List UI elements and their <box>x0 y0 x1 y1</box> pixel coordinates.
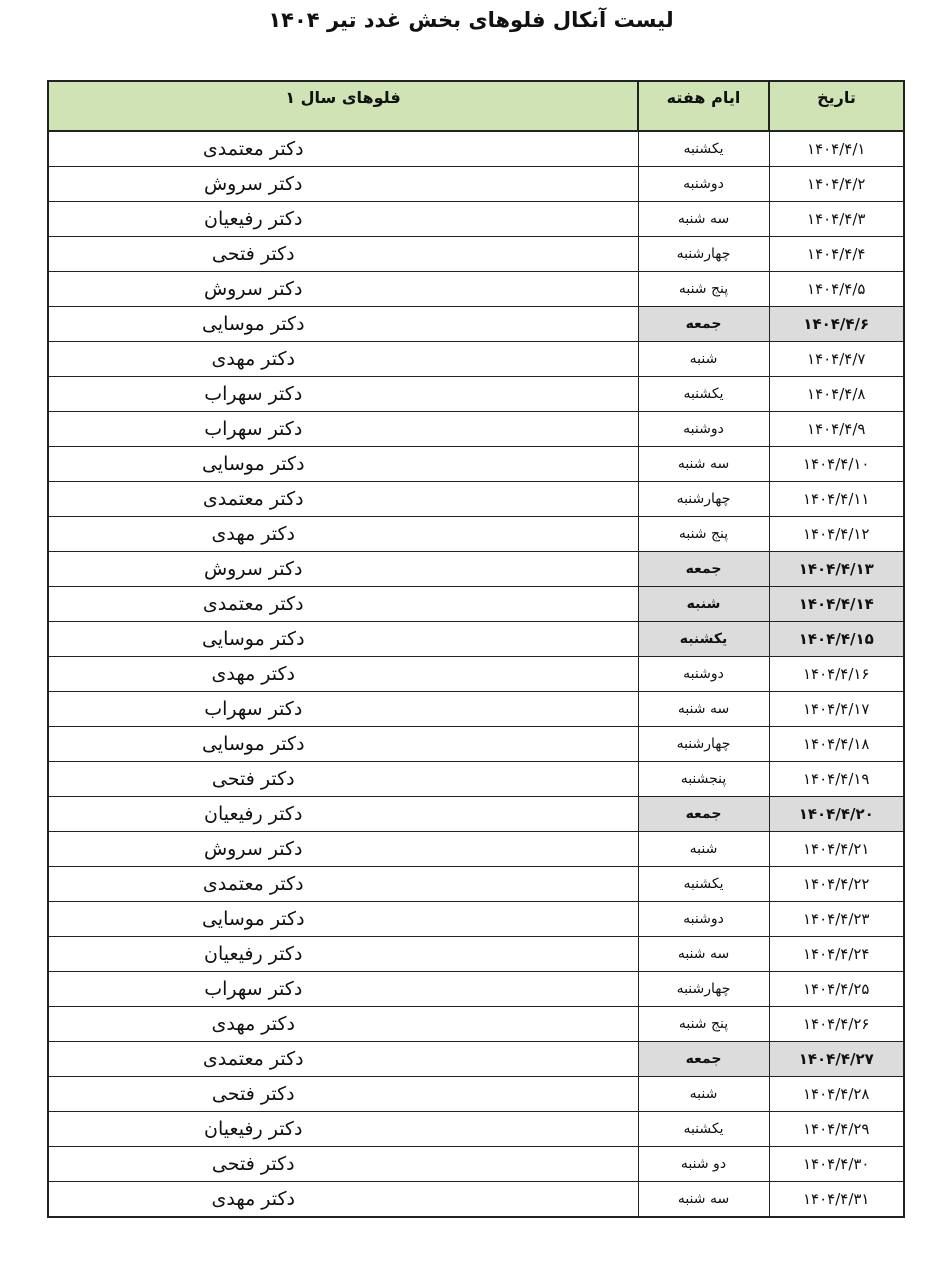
doctor-cell: دکتر معتمدی <box>48 482 638 517</box>
weekday-cell: شنبه <box>638 342 769 377</box>
date-cell: ۱۴۰۴/۴/۲۶ <box>769 1007 904 1042</box>
table-row <box>48 1042 904 1077</box>
weekday-cell: چهارشنبه <box>638 972 769 1007</box>
table-row <box>48 972 904 1007</box>
table-row <box>48 131 904 167</box>
doctor-cell: دکتر سهراب <box>48 972 638 1007</box>
date-cell: ۱۴۰۴/۴/۳۰ <box>769 1147 904 1182</box>
table-row <box>48 832 904 867</box>
date-cell: ۱۴۰۴/۴/۲۲ <box>769 867 904 902</box>
header-fellow: فلوهای سال ۱ <box>48 81 638 131</box>
doctor-cell: دکتر رفیعیان <box>48 1112 638 1147</box>
doctor-cell: دکتر سروش <box>48 272 638 307</box>
doctor-cell: دکتر فتحی <box>48 237 638 272</box>
date-cell: ۱۴۰۴/۴/۱۹ <box>769 762 904 797</box>
table-row <box>48 902 904 937</box>
date-cell: ۱۴۰۴/۴/۱۱ <box>769 482 904 517</box>
table-row <box>48 272 904 307</box>
weekday-cell: دوشنبه <box>638 902 769 937</box>
weekday-cell: پنجشنبه <box>638 762 769 797</box>
date-cell: ۱۴۰۴/۴/۱۴ <box>769 587 904 622</box>
weekday-cell: یکشنبه <box>638 867 769 902</box>
doctor-cell: دکتر سهراب <box>48 412 638 447</box>
weekday-cell: سه شنبه <box>638 692 769 727</box>
table-row <box>48 237 904 272</box>
weekday-cell: یکشنبه <box>638 131 769 167</box>
weekday-cell: سه شنبه <box>638 447 769 482</box>
table-row <box>48 202 904 237</box>
doctor-cell: دکتر موسایی <box>48 307 638 342</box>
date-cell: ۱۴۰۴/۴/۵ <box>769 272 904 307</box>
header-date: تاریخ <box>769 81 904 131</box>
date-cell: ۱۴۰۴/۴/۲۵ <box>769 972 904 1007</box>
date-cell: ۱۴۰۴/۴/۲۷ <box>769 1042 904 1077</box>
weekday-cell: پنج شنبه <box>638 272 769 307</box>
date-cell: ۱۴۰۴/۴/۱۶ <box>769 657 904 692</box>
weekday-cell: پنج شنبه <box>638 517 769 552</box>
doctor-cell: دکتر رفیعیان <box>48 797 638 832</box>
doctor-cell: دکتر معتمدی <box>48 867 638 902</box>
weekday-cell: شنبه <box>638 832 769 867</box>
date-cell: ۱۴۰۴/۴/۲۱ <box>769 832 904 867</box>
date-cell: ۱۴۰۴/۴/۱ <box>769 131 904 167</box>
date-cell: ۱۴۰۴/۴/۱۵ <box>769 622 904 657</box>
doctor-cell: دکتر مهدی <box>48 517 638 552</box>
table-row <box>48 517 904 552</box>
weekday-cell: شنبه <box>638 1077 769 1112</box>
weekday-cell: یکشنبه <box>638 622 769 657</box>
date-cell: ۱۴۰۴/۴/۲۳ <box>769 902 904 937</box>
table-row <box>48 692 904 727</box>
doctor-cell: دکتر موسایی <box>48 622 638 657</box>
weekday-cell: چهارشنبه <box>638 482 769 517</box>
weekday-cell: چهارشنبه <box>638 237 769 272</box>
table-row <box>48 657 904 692</box>
table-row <box>48 727 904 762</box>
weekday-cell: چهارشنبه <box>638 727 769 762</box>
doctor-cell: دکتر فتحی <box>48 1147 638 1182</box>
weekday-cell: دوشنبه <box>638 412 769 447</box>
date-cell: ۱۴۰۴/۴/۳ <box>769 202 904 237</box>
doctor-cell: دکتر فتحی <box>48 1077 638 1112</box>
date-cell: ۱۴۰۴/۴/۶ <box>769 307 904 342</box>
page-title: لیست آنکال فلوهای بخش غدد تیر ۱۴۰۴ <box>268 8 674 32</box>
table-row <box>48 447 904 482</box>
table-row <box>48 1007 904 1042</box>
date-cell: ۱۴۰۴/۴/۸ <box>769 377 904 412</box>
table-row <box>48 867 904 902</box>
header-day: ایام هفته <box>638 81 769 131</box>
doctor-cell: دکتر سروش <box>48 167 638 202</box>
doctor-cell: دکتر فتحی <box>48 762 638 797</box>
weekday-cell: یکشنبه <box>638 377 769 412</box>
table-row <box>48 1182 904 1218</box>
date-cell: ۱۴۰۴/۴/۱۷ <box>769 692 904 727</box>
table-row <box>48 307 904 342</box>
weekday-cell: جمعه <box>638 1042 769 1077</box>
doctor-cell: دکتر رفیعیان <box>48 937 638 972</box>
doctor-cell: دکتر رفیعیان <box>48 202 638 237</box>
doctor-cell: دکتر موسایی <box>48 447 638 482</box>
table-row <box>48 797 904 832</box>
table-header-row <box>48 81 904 131</box>
table-row <box>48 412 904 447</box>
date-cell: ۱۴۰۴/۴/۲۰ <box>769 797 904 832</box>
doctor-cell: دکتر معتمدی <box>48 131 638 167</box>
oncall-table <box>47 80 905 1218</box>
doctor-cell: دکتر معتمدی <box>48 1042 638 1077</box>
doctor-cell: دکتر موسایی <box>48 727 638 762</box>
date-cell: ۱۴۰۴/۴/۱۰ <box>769 447 904 482</box>
weekday-cell: سه شنبه <box>638 1182 769 1218</box>
weekday-cell: شنبه <box>638 587 769 622</box>
weekday-cell: دو شنبه <box>638 1147 769 1182</box>
doctor-cell: دکتر سهراب <box>48 692 638 727</box>
doctor-cell: دکتر سهراب <box>48 377 638 412</box>
weekday-cell: سه شنبه <box>638 202 769 237</box>
weekday-cell: یکشنبه <box>638 1112 769 1147</box>
date-cell: ۱۴۰۴/۴/۳۱ <box>769 1182 904 1218</box>
date-cell: ۱۴۰۴/۴/۲۸ <box>769 1077 904 1112</box>
weekday-cell: جمعه <box>638 797 769 832</box>
table-row <box>48 1147 904 1182</box>
table-row <box>48 622 904 657</box>
doctor-cell: دکتر موسایی <box>48 902 638 937</box>
table-row <box>48 342 904 377</box>
table-row <box>48 482 904 517</box>
table-row <box>48 552 904 587</box>
doctor-cell: دکتر مهدی <box>48 342 638 377</box>
weekday-cell: جمعه <box>638 552 769 587</box>
date-cell: ۱۴۰۴/۴/۱۳ <box>769 552 904 587</box>
date-cell: ۱۴۰۴/۴/۷ <box>769 342 904 377</box>
table-row <box>48 1112 904 1147</box>
date-cell: ۱۴۰۴/۴/۹ <box>769 412 904 447</box>
date-cell: ۱۴۰۴/۴/۱۸ <box>769 727 904 762</box>
weekday-cell: دوشنبه <box>638 657 769 692</box>
date-cell: ۱۴۰۴/۴/۴ <box>769 237 904 272</box>
doctor-cell: دکتر مهدی <box>48 657 638 692</box>
doctor-cell: دکتر سروش <box>48 832 638 867</box>
table-row <box>48 587 904 622</box>
table-row <box>48 762 904 797</box>
table-row <box>48 377 904 412</box>
weekday-cell: جمعه <box>638 307 769 342</box>
date-cell: ۱۴۰۴/۴/۲۴ <box>769 937 904 972</box>
doctor-cell: دکتر مهدی <box>48 1182 638 1218</box>
date-cell: ۱۴۰۴/۴/۲ <box>769 167 904 202</box>
date-cell: ۱۴۰۴/۴/۲۹ <box>769 1112 904 1147</box>
table-body <box>48 131 904 1217</box>
weekday-cell: دوشنبه <box>638 167 769 202</box>
doctor-cell: دکتر سروش <box>48 552 638 587</box>
doctor-cell: دکتر مهدی <box>48 1007 638 1042</box>
table-row <box>48 937 904 972</box>
weekday-cell: سه شنبه <box>638 937 769 972</box>
doctor-cell: دکتر معتمدی <box>48 587 638 622</box>
weekday-cell: پنج شنبه <box>638 1007 769 1042</box>
date-cell: ۱۴۰۴/۴/۱۲ <box>769 517 904 552</box>
table-row <box>48 167 904 202</box>
table-row <box>48 1077 904 1112</box>
